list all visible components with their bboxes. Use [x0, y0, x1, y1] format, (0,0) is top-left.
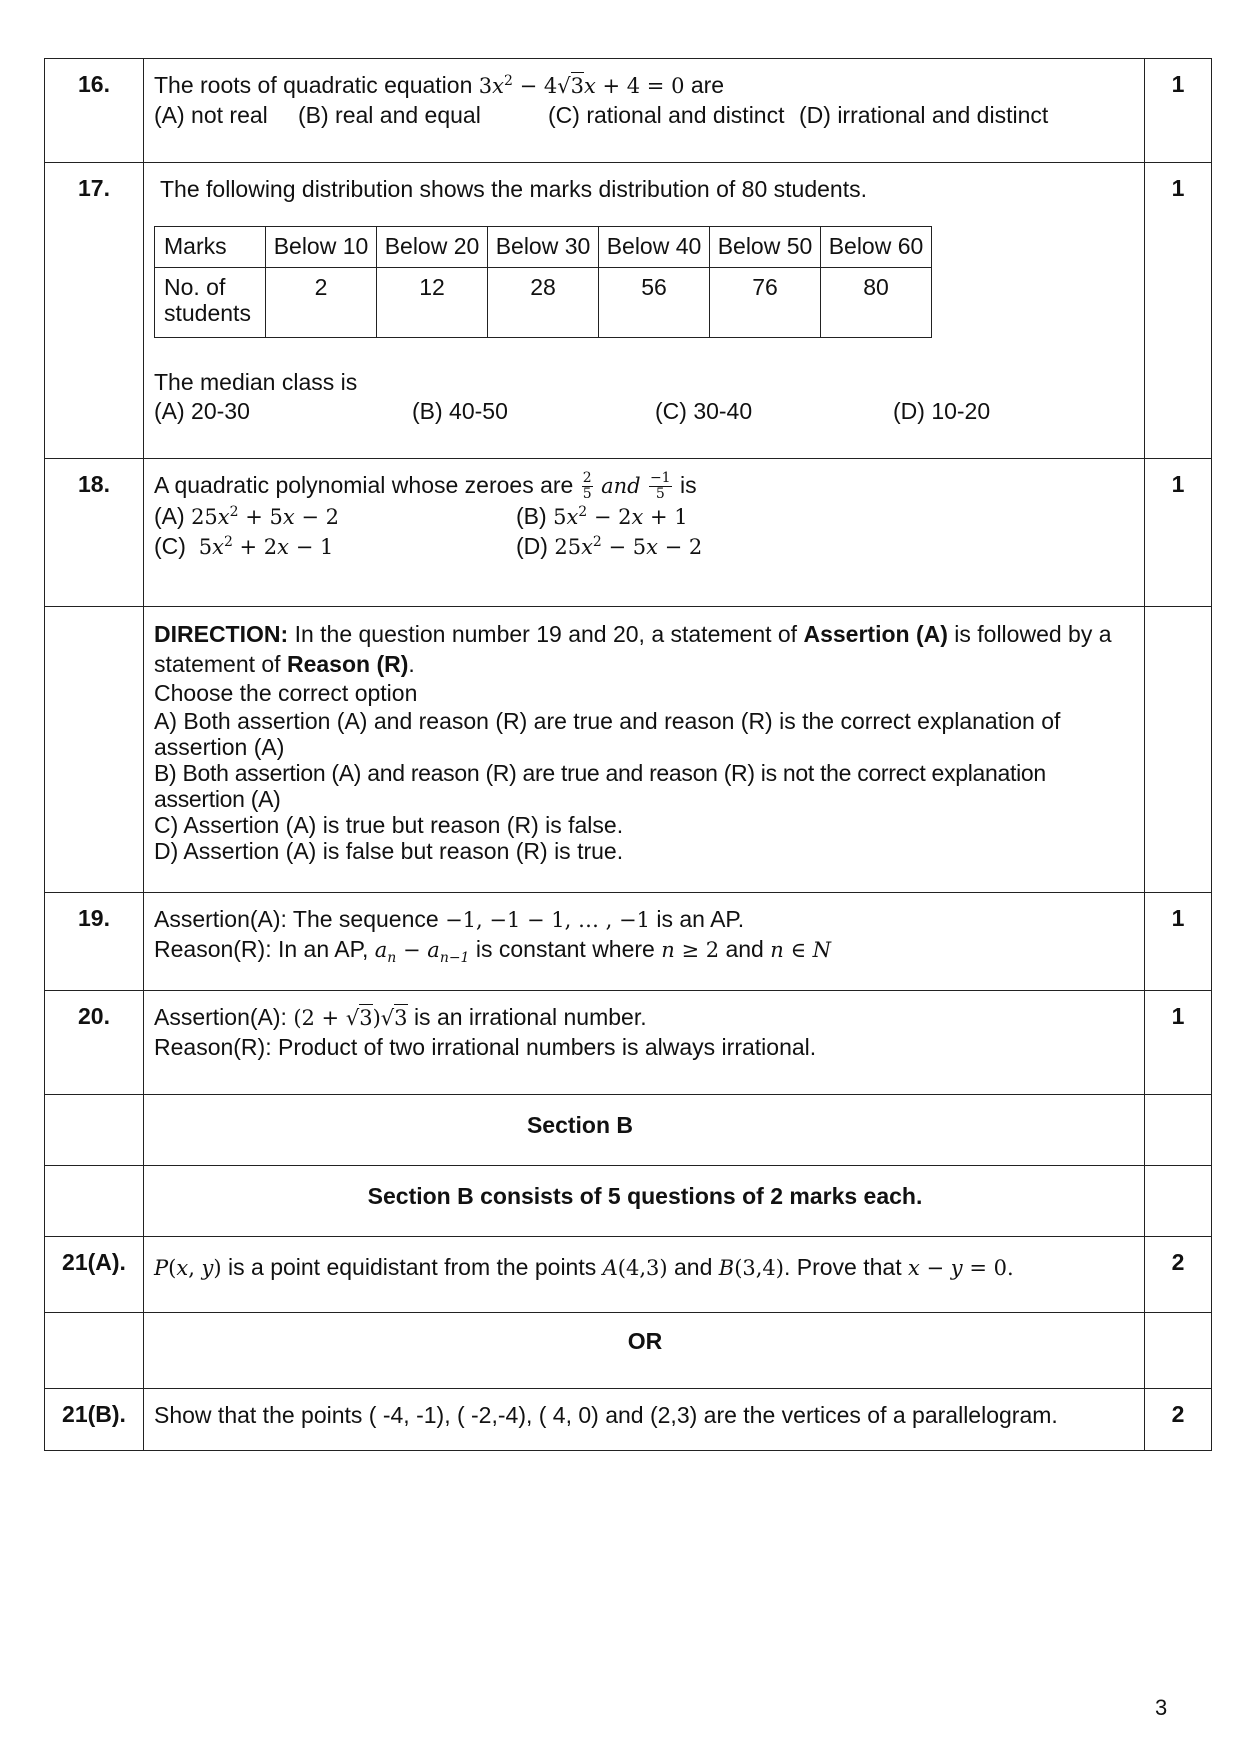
section-b-title-row — [45, 1095, 1212, 1166]
option-a: (A) not real — [154, 102, 268, 128]
direction-body — [144, 607, 1145, 893]
question-number — [45, 607, 144, 893]
marks: 1 — [1145, 991, 1212, 1095]
table-row-label: Marks — [155, 227, 266, 268]
question-17-row — [45, 163, 1212, 459]
question-18-body — [144, 459, 1145, 607]
table-header: Below 40 — [599, 227, 710, 268]
table-header: Below 20 — [377, 227, 488, 268]
question-16-options — [154, 101, 1136, 130]
question-21b-row — [45, 1389, 1212, 1451]
assertion-19: Assertion(A): The sequence −1, −1 − 1, … , −1 is an AP. — [154, 906, 745, 932]
question-19-body — [144, 893, 1145, 991]
option-d: (D) 10-20 — [893, 398, 991, 424]
question-18-row — [45, 459, 1212, 607]
question-17-intro: The following distribution shows the marks distribution of 80 students. — [160, 176, 867, 202]
question-20-body — [144, 991, 1145, 1095]
table-header: Below 60 — [821, 227, 932, 268]
fraction: $\frac{2}{5}$ — [582, 470, 592, 503]
question-number: 16. — [45, 59, 144, 163]
fraction: $\frac{-1}{5}$ — [649, 470, 671, 503]
question-21a-text: P(x, y) is a point equidistant from the points A(4,3) and B(3,4). Prove that x − y = 0. — [154, 1254, 1014, 1280]
table-cell: 2 — [266, 268, 377, 338]
marks: 2 — [1145, 1237, 1212, 1313]
question-21a-row — [45, 1237, 1212, 1313]
math-equation: $3x^2 - 4√3x + 4 = 0$ — [478, 73, 685, 98]
table-cell: 12 — [377, 268, 488, 338]
or-row — [45, 1313, 1212, 1389]
question-number: 19. — [45, 893, 144, 991]
marks: 1 — [1145, 59, 1212, 163]
option-a: (A) 20-30 — [154, 398, 250, 424]
question-16-row — [45, 59, 1212, 163]
marks: 1 — [1145, 893, 1212, 991]
question-21b-text: Show that the points ( -4, -1), ( -2,-4), ( 4, 0) and (2,3) are the vertices of a parallelogram. — [154, 1402, 1058, 1428]
section-b-subtitle: Section B consists of 5 questions of 2 marks each. — [367, 1183, 923, 1209]
direction-option-c: C) Assertion (A) is true but reason (R) is false. — [154, 812, 624, 838]
question-18-options-row1 — [154, 502, 1136, 532]
question-17-options — [154, 397, 1136, 426]
question-number: 20. — [45, 991, 144, 1095]
question-17-question: The median class is — [154, 369, 358, 395]
question-number: 21(A). — [45, 1237, 144, 1313]
table-header: Below 10 — [266, 227, 377, 268]
marks: 2 — [1145, 1389, 1212, 1451]
page-number: 3 — [1155, 1695, 1168, 1720]
question-21a-body — [144, 1237, 1145, 1313]
question-16-body — [144, 59, 1145, 163]
table-cell: 80 — [821, 268, 932, 338]
direction-text: DIRECTION: In the question number 19 and 20, a statement of Assertion (A) is followed by a statement of Reason (R). — [154, 621, 1112, 677]
table-row-label: No. of students — [155, 268, 266, 338]
question-paper-page — [44, 58, 1212, 1451]
option-c: (C) $5x^2 + 2x - 1$ — [154, 533, 334, 560]
option-b: (B) $5x^2 - 2x + 1$ — [516, 503, 688, 530]
question-number: 17. — [45, 163, 144, 459]
option-c: (C) 30-40 — [655, 398, 753, 424]
option-a: (A) $25x^2 + 5x - 2$ — [154, 503, 340, 530]
option-b: (B) real and equal — [298, 102, 481, 128]
table-cell: 28 — [488, 268, 599, 338]
table-row — [155, 268, 932, 338]
question-19-row — [45, 893, 1212, 991]
table-cell: 56 — [599, 268, 710, 338]
assertion-20: Assertion(A): (2 + √3)√3 is an irrational number. — [154, 1004, 647, 1030]
option-d: (D) irrational and distinct — [799, 102, 1049, 128]
math-sequence: −1, −1 − 1, … , −1 — [445, 908, 650, 932]
marks-distribution-table — [154, 226, 932, 338]
reason-19: Reason(R): In an AP, $a_n - a_{n-1}$ is constant where n ≥ 2 and n ∈ N — [154, 936, 832, 967]
question-18-text: A quadratic polynomial whose zeroes are $\frac{2}{5}$ and $\frac{-1}{5}$ is — [154, 470, 697, 503]
direction-row — [45, 607, 1212, 893]
question-18-options-row2 — [154, 532, 1136, 562]
table-row — [155, 227, 932, 268]
question-21b-body — [144, 1389, 1145, 1451]
direction-option-a: A) Both assertion (A) and reason (R) are true and reason (R) is the correct explanation of assertion (A) — [154, 708, 1061, 760]
direction-choose: Choose the correct option — [154, 680, 418, 706]
table-header: Below 50 — [710, 227, 821, 268]
section-b-title: Section B — [526, 1112, 634, 1138]
option-b: (B) 40-50 — [412, 398, 508, 424]
table-cell: 76 — [710, 268, 821, 338]
table-header: Below 30 — [488, 227, 599, 268]
question-20-row — [45, 991, 1212, 1095]
direction-option-b: B) Both assertion (A) and reason (R) are true and reason (R) is not the correct explanation assertion (A) — [154, 760, 1046, 812]
reason-20: Reason(R): Product of two irrational numbers is always irrational. — [154, 1034, 817, 1060]
question-16-text: The roots of quadratic equation $3x^2 - 4√3x + 4 = 0$ are — [154, 72, 725, 98]
math-expression: (2 + √3)√3 — [293, 1006, 408, 1030]
option-d: (D) $25x^2 - 5x - 2$ — [516, 533, 703, 560]
question-number: 21(B). — [45, 1389, 144, 1451]
marks — [1145, 607, 1212, 893]
or-label: OR — [627, 1328, 663, 1354]
marks: 1 — [1145, 163, 1212, 459]
question-17-body — [144, 163, 1145, 459]
questions-table — [44, 58, 1212, 1451]
math-expression: $a_n - a_{n-1}$ — [374, 938, 470, 967]
direction-option-d: D) Assertion (A) is false but reason (R) is true. — [154, 838, 624, 864]
question-number: 18. — [45, 459, 144, 607]
section-b-subtitle-row — [45, 1166, 1212, 1237]
marks: 1 — [1145, 459, 1212, 607]
option-c: (C) rational and distinct — [548, 102, 785, 128]
